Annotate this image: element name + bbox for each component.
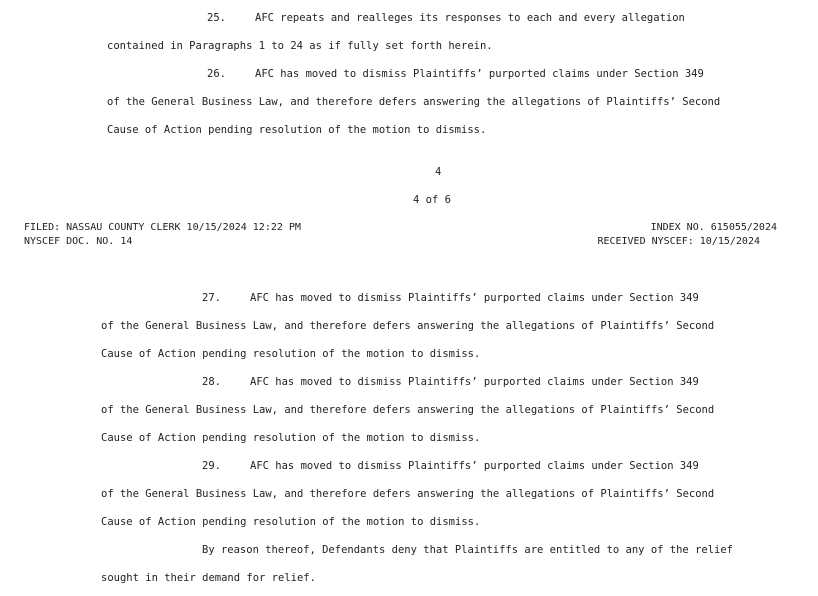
paragraph-29-line-3: Cause of Action pending resolution of the motion to dismiss. [101, 516, 481, 528]
page-number: 4 [435, 166, 442, 178]
paragraph-28-line-3: Cause of Action pending resolution of the motion to dismiss. [101, 432, 481, 444]
paragraph-28-line-2: of the General Business Law, and therefore defers answering the allegations of Plaintiffs’ Second [101, 404, 715, 416]
paragraph-27-line-3: Cause of Action pending resolution of the motion to dismiss. [101, 348, 481, 360]
paragraph-text: AFC has moved to dismiss Plaintiffs’ purported claims under Section 349 [255, 68, 704, 80]
paragraph-27-first-line [202, 292, 699, 304]
paragraph-29-first-line [202, 460, 699, 472]
paragraph-number: 25. [207, 12, 226, 24]
nyscef-doc-number: NYSCEF DOC. NO. 14 [24, 236, 133, 247]
paragraph-26-line-2: of the General Business Law, and therefore defers answering the allegations of Plaintiffs’ Second [107, 96, 721, 108]
paragraph-26-line-3: Cause of Action pending resolution of the motion to dismiss. [107, 124, 487, 136]
paragraph-27-line-2: of the General Business Law, and therefore defers answering the allegations of Plaintiffs’ Second [101, 320, 715, 332]
paragraph-number: 28. [202, 376, 221, 388]
paragraph-text: AFC repeats and realleges its responses to each and every allegation [255, 12, 685, 24]
paragraph-25-first-line [207, 12, 685, 24]
page-of-total: 4 of 6 [413, 194, 451, 206]
paragraph-25-line-2: contained in Paragraphs 1 to 24 as if fully set forth herein. [107, 40, 493, 52]
paragraph-number: 26. [207, 68, 226, 80]
index-number: INDEX NO. 615055/2024 [650, 222, 777, 233]
paragraph-26-first-line [207, 68, 704, 80]
paragraph-text: AFC has moved to dismiss Plaintiffs’ purported claims under Section 349 [250, 292, 699, 304]
closing-paragraph-first-line: By reason thereof, Defendants deny that Plaintiffs are entitled to any of the relief [202, 544, 734, 556]
paragraph-number: 29. [202, 460, 221, 472]
closing-paragraph-line-2: sought in their demand for relief. [101, 572, 316, 584]
paragraph-28-first-line [202, 376, 699, 388]
paragraph-number: 27. [202, 292, 221, 304]
filed-stamp: FILED: NASSAU COUNTY CLERK 10/15/2024 12:22 PM [24, 222, 301, 233]
paragraph-text: AFC has moved to dismiss Plaintiffs’ purported claims under Section 349 [250, 376, 699, 388]
paragraph-29-line-2: of the General Business Law, and therefore defers answering the allegations of Plaintiffs’ Second [101, 488, 715, 500]
received-nyscef: RECEIVED NYSCEF: 10/15/2024 [597, 236, 760, 247]
paragraph-text: AFC has moved to dismiss Plaintiffs’ purported claims under Section 349 [250, 460, 699, 472]
